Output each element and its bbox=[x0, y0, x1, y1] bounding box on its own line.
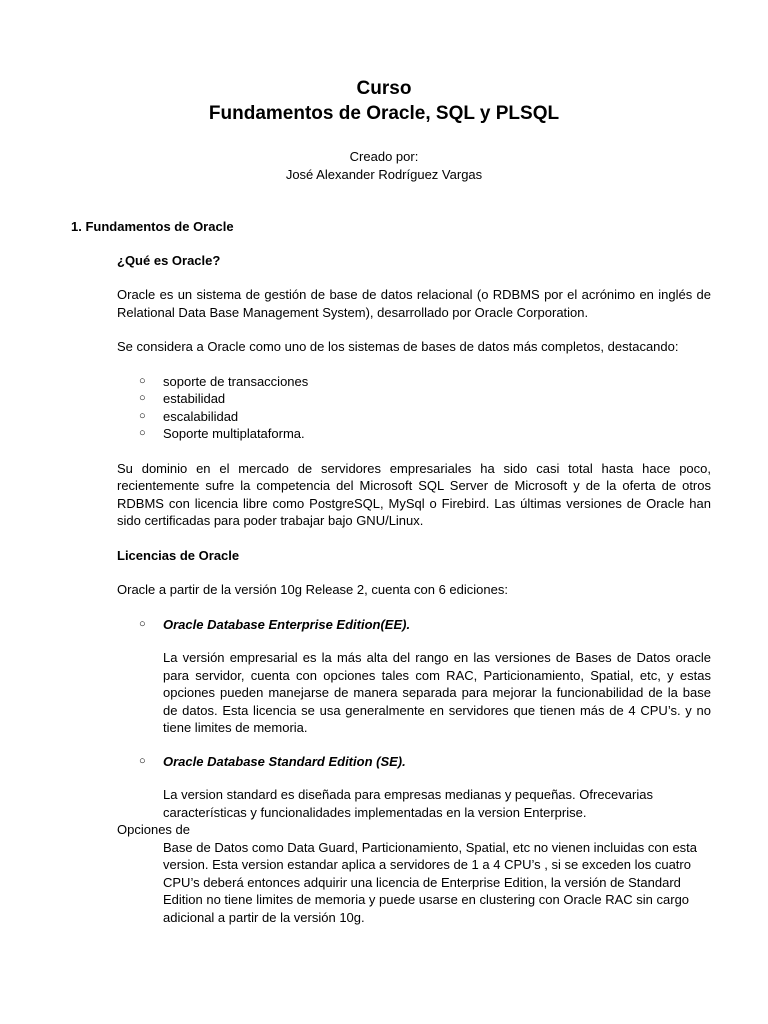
section-heading: 1. Fundamentos de Oracle bbox=[71, 219, 234, 234]
list-item-text: soporte de transacciones bbox=[163, 373, 309, 389]
list-item-text: Soporte multiplataforma. bbox=[163, 426, 305, 441]
list-item bbox=[117, 408, 711, 426]
course-label: Curso bbox=[356, 78, 412, 99]
section-content bbox=[117, 252, 711, 822]
opciones-label bbox=[117, 821, 711, 839]
bullet-circle-icon: ○ bbox=[139, 409, 146, 422]
author-name: José Alexander Rodríguez Vargas bbox=[285, 167, 483, 182]
paragraph: Oracle es un sistema de gestión de base de datos relacional (o RDBMS por el acrónimo en inglés de Relational Data Base Management System), desarrollado por Oracle Corporation. bbox=[117, 287, 711, 320]
edition-title-text: Oracle Database Enterprise Edition(EE). bbox=[163, 616, 411, 632]
author-block bbox=[0, 148, 768, 184]
edition-ee-description: La versión empresarial es la más alta del rango en las versiones de Bases de Datos oracle para servidor, cuenta con opciones tales com RAC, Particionamiento, Spatial, etc, y estas opciones pueden manejarse de manera separada para mejorar la funcionabilidad de la base de datos. Esta licencia se usa generalmente en servidores que tienen más de 4 CPU’s. y no tiene limites de memoria. bbox=[163, 650, 711, 735]
list-item bbox=[117, 390, 711, 408]
subheading-que-es-oracle: ¿Qué es Oracle? bbox=[117, 252, 221, 268]
list-item-text: escalabilidad bbox=[163, 408, 239, 424]
paragraph: Su dominio en el mercado de servidores empresariales ha sido casi total hasta hace poco, recientemente sufre la competencia del Microsoft SQL Server de Microsoft y de la oferta de otros RDBMS con licencia libre como PostgreSQL, MySql o Firebird. Las últimas versiones de Oracle han sido certificadas para poder trabajar bajo GNU/Linux. bbox=[117, 460, 711, 528]
edition-se-title bbox=[117, 753, 711, 771]
bullet-circle-icon: ○ bbox=[139, 427, 146, 439]
bullet-circle-icon: ○ bbox=[139, 374, 146, 387]
opciones-text: Base de Datos como Data Guard, Particionamiento, Spatial, etc no vienen incluidas con esta version. Esta version estandar aplica a servidores de 1 a 4 CPU’s , si se exceden los cuatro CPU’s deberá entonces adquirir una licencia de Enterprise Edition, la versión de Standard Edition no tiene limites de memoria y puede usarse en clustering con Oracle RAC sin cargo adicional a partir de la versión 10g. bbox=[163, 839, 698, 925]
paragraph: Oracle a partir de la versión 10g Release 2, cuenta con 6 ediciones: bbox=[117, 582, 508, 597]
bullet-circle-icon: ○ bbox=[139, 392, 146, 404]
subheading-licencias: Licencias de Oracle bbox=[117, 547, 240, 563]
edition-title-text: Oracle Database Standard Edition (SE). bbox=[163, 753, 406, 769]
created-by-label: Creado por: bbox=[349, 149, 419, 164]
bullet-circle-icon: ○ bbox=[139, 754, 146, 767]
paragraph: Se considera a Oracle como uno de los sistemas de bases de datos más completos, destacando: bbox=[117, 339, 679, 354]
list-item bbox=[117, 373, 711, 391]
document-body bbox=[71, 218, 711, 926]
edition-se-description: La version standard es diseñada para empresas medianas y pequeñas. Ofrecevarias características y funcionalidades implementadas en la version Enterprise. bbox=[163, 787, 653, 820]
title-block bbox=[0, 76, 768, 126]
bullet-circle-icon: ○ bbox=[139, 617, 146, 630]
list-item bbox=[117, 425, 711, 443]
opciones-label-text: Opciones de bbox=[117, 822, 190, 837]
list-item-text: estabilidad bbox=[163, 391, 226, 406]
course-title: Fundamentos de Oracle, SQL y PLSQL bbox=[208, 103, 560, 124]
edition-ee-title bbox=[117, 616, 711, 634]
feature-list bbox=[117, 373, 711, 443]
